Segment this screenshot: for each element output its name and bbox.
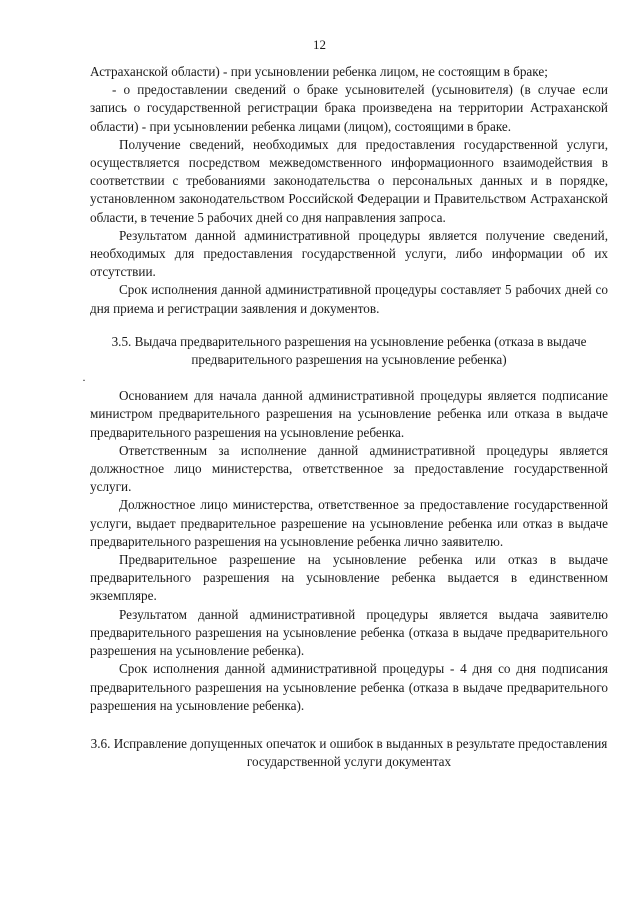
list-item-marriage-info: - о предоставлении сведений о браке усыновителей (усыновителя) (в случае если запись о государственной регистрации брака произведена на территории Астраханской области) - при усыновлении ребенка лицами (лицом), состоящими в браке. xyxy=(90,82,608,134)
section-heading-3-6: 3.6. Исправление допущенных опечаток и ошибок в выданных в результате предоставления государственной услуги документах xyxy=(90,735,608,770)
paragraph-result: Результатом данной административной процедуры является получение сведений, необходимых для предоставления государственной услуги, либо информации об их отсутствии. xyxy=(90,227,608,280)
scan-speck: · xyxy=(82,373,86,388)
section-heading-3-5: 3.5. Выдача предварительного разрешения на усыновление ребенка (отказа в выдаче предварительного разрешения на усыновление ребенка) xyxy=(111,333,587,368)
page-number: 12 xyxy=(313,37,326,52)
paragraph-issue-result: Результатом данной административной процедуры является выдача заявителю предварительного разрешения на усыновление ребенка (отказа в выдаче предварительного разрешения на усыновление ребенка). xyxy=(90,606,608,659)
paragraph-interagency: Получение сведений, необходимых для предоставления государственной услуги, осуществляется посредством межведомственного информационного взаимодействия в соответствии с требованиями законодательства о персональных данных и в порядке, установленном законодательством Российской Федерации и Правительством Астраханской области, в течение 5 рабочих дней со дня направления запроса. xyxy=(90,136,608,225)
document-body xyxy=(82,63,608,771)
paragraph-single-copy: Предварительное разрешение на усыновление ребенка или отказ в выдаче предварительного разрешения на усыновление ребенка выдается в единственном экземпляре. xyxy=(90,552,608,604)
paragraph-deadline: Срок исполнения данной административной процедуры составляет 5 рабочих дней со дня приема и регистрации заявления и документов. xyxy=(90,282,608,316)
paragraph-basis: Основанием для начала данной административной процедуры является подписание министром предварительного разрешения на усыновление ребенка или отказа в выдаче предварительного разрешения на усыновление ребенка. xyxy=(90,388,608,440)
paragraph-issue-deadline: Срок исполнения данной административной процедуры - 4 дня со дня подписания предварительного разрешения на усыновление ребенка (отказа в выдаче предварительного разрешения на усыновление ребенка). xyxy=(90,661,608,713)
paragraph-continuation: Астраханской области) - при усыновлении ребенка лицом, не состоящим в браке; xyxy=(90,64,548,79)
paragraph-responsible: Ответственным за исполнение данной административной процедуры является должностное лицо министерства, ответственное за предоставление государственной услуги. xyxy=(90,442,608,495)
paragraph-official: Должностное лицо министерства, ответственное за предоставление государственной услуги, выдает предварительное разрешение на усыновление ребенка или отказ в выдаче предварительного разрешения на усыновление ребенка лично заявителю. xyxy=(90,497,608,549)
